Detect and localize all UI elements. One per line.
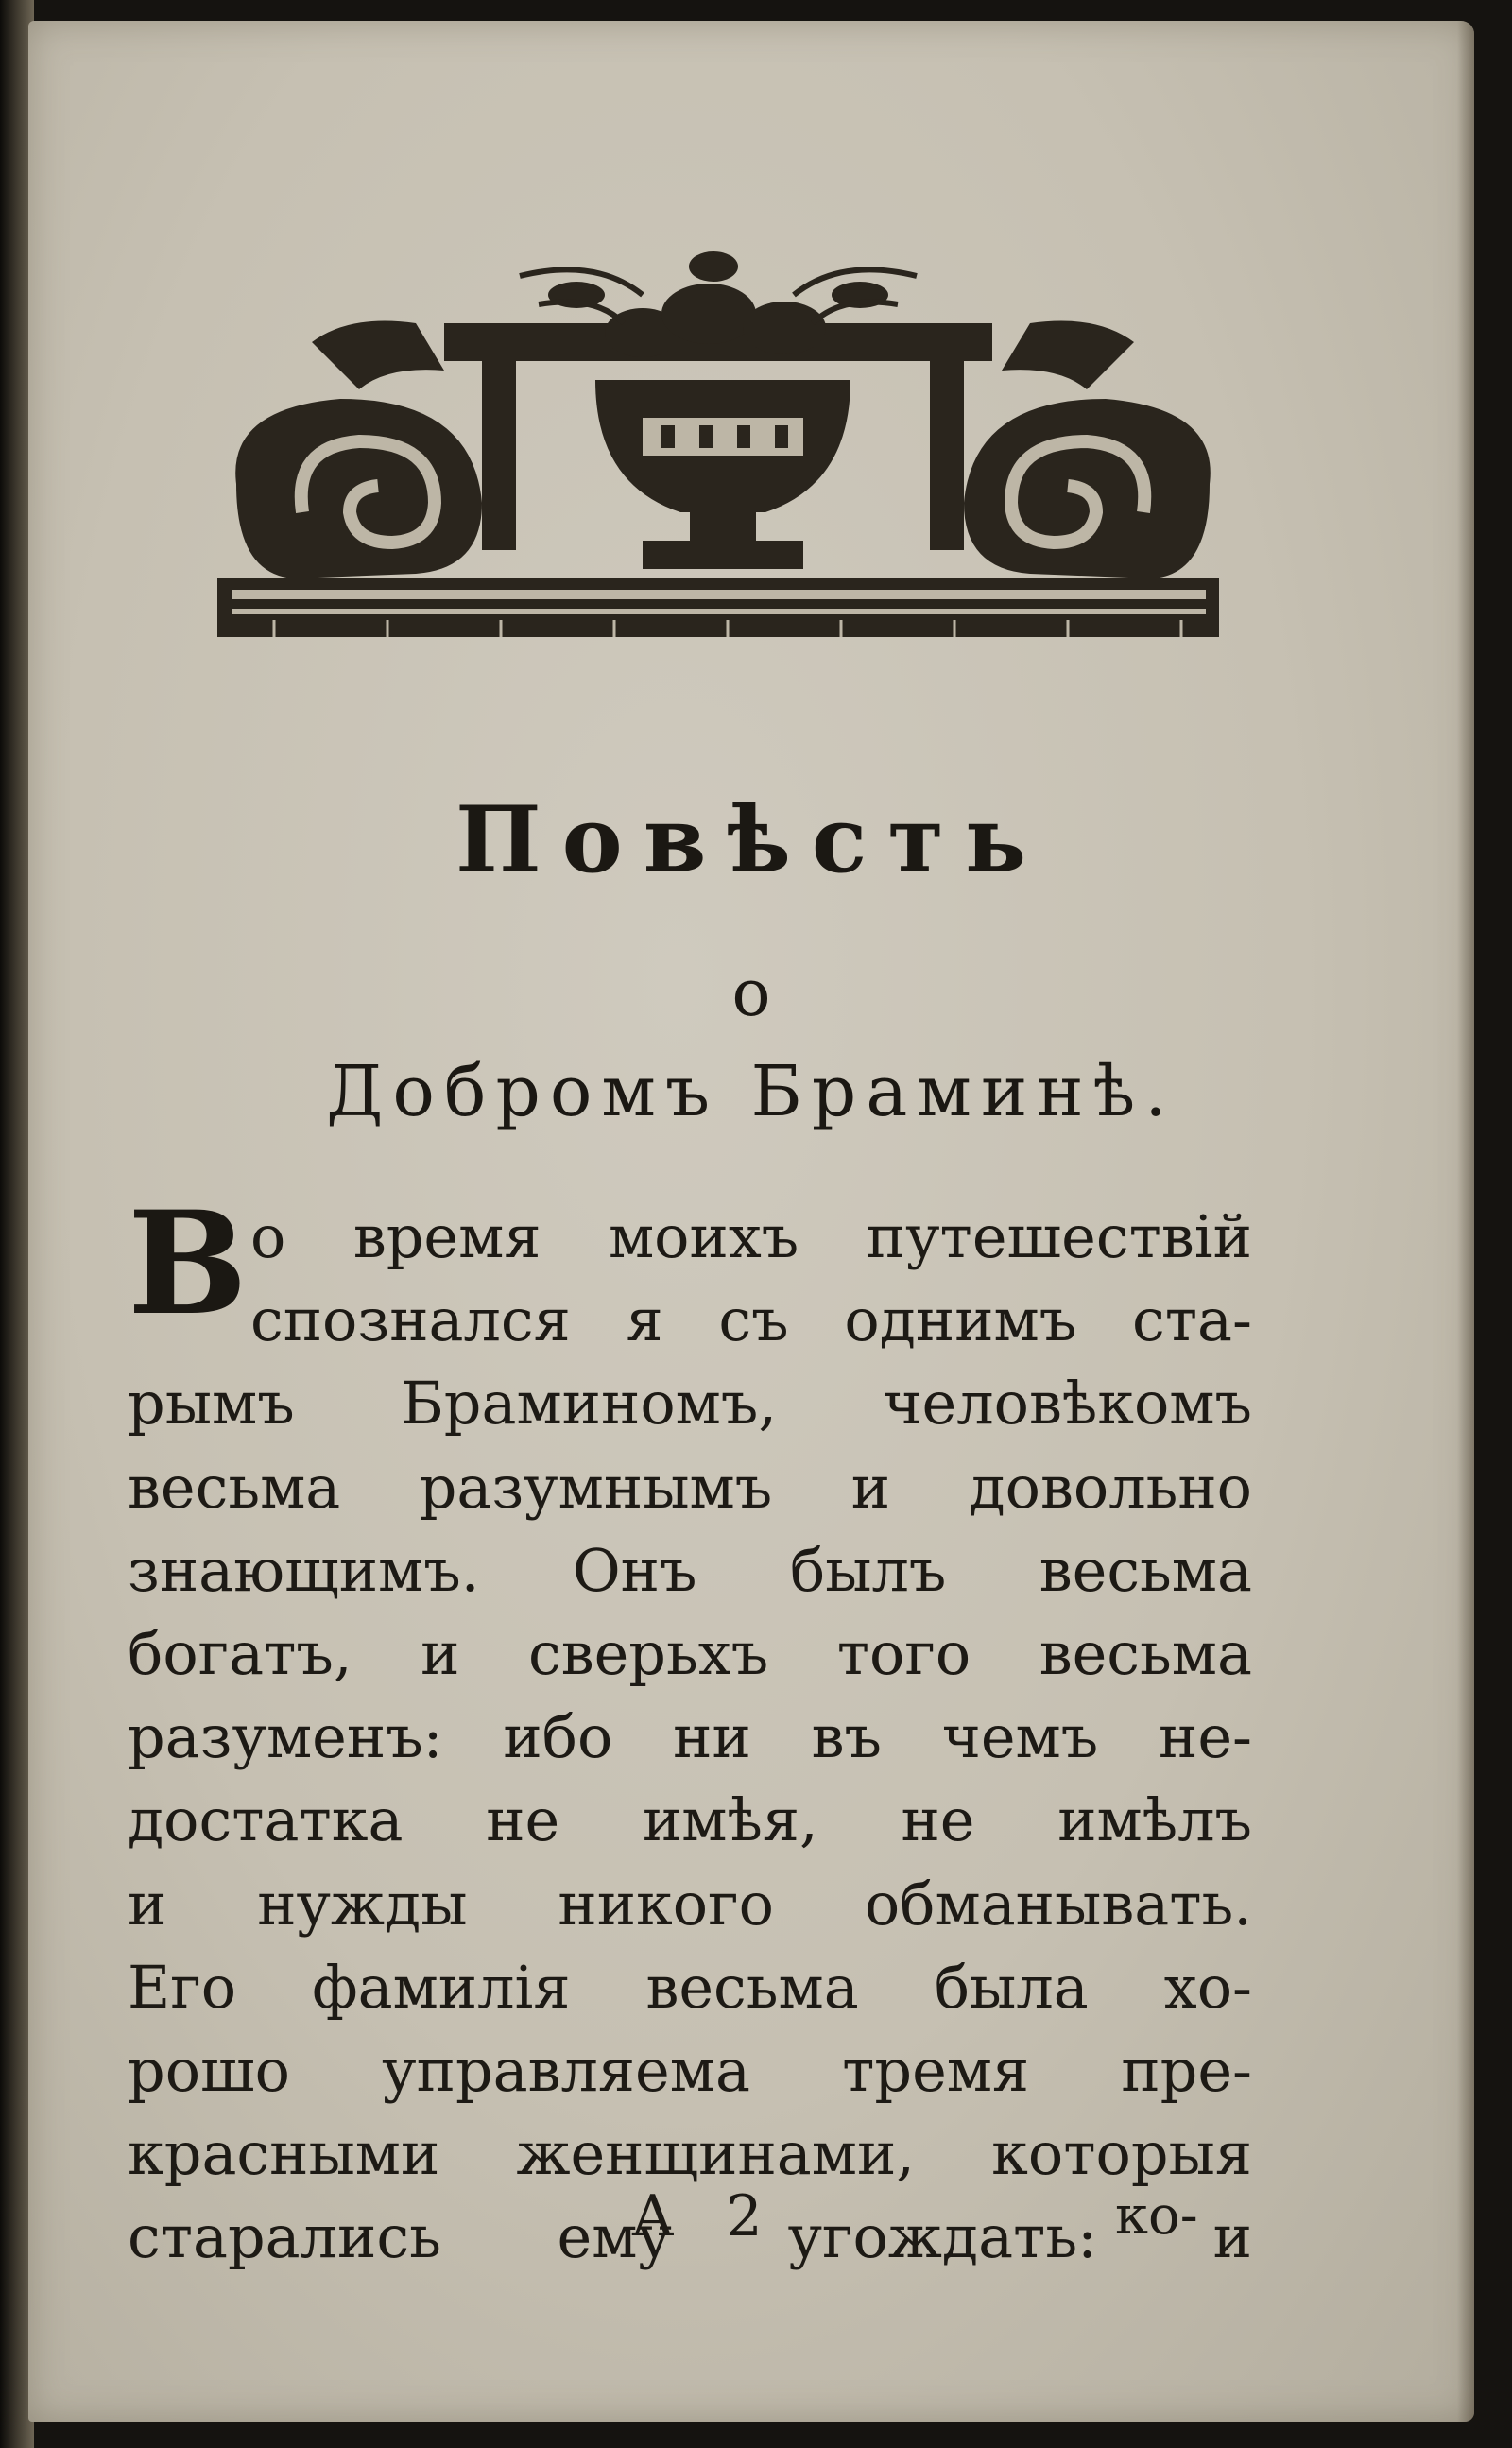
- text-line: [128, 1196, 1252, 1279]
- word: управляема: [382, 2035, 750, 2105]
- word: и: [421, 1618, 460, 1688]
- word: хо-: [1163, 1952, 1252, 2022]
- word: спознался: [250, 1285, 571, 1355]
- text-line: [128, 1612, 1252, 1696]
- word: довольно: [969, 1452, 1252, 1522]
- word: красными: [128, 2119, 440, 2189]
- word: однимъ: [844, 1285, 1077, 1355]
- word: Браминомъ,: [401, 1369, 778, 1439]
- word: Его: [128, 1952, 237, 2022]
- word: знающимъ.: [128, 1535, 480, 1605]
- word: весьма: [1039, 1618, 1252, 1688]
- body-text: [128, 1196, 1252, 2279]
- word: не-: [1159, 1702, 1252, 1772]
- word: былъ: [789, 1535, 947, 1605]
- word: фамилія: [312, 1952, 571, 2022]
- text-line: [128, 1279, 1252, 1362]
- word: и: [128, 1869, 167, 1939]
- word: женщинами,: [516, 2119, 916, 2189]
- word: весьма: [645, 1952, 859, 2022]
- catchword: ко-: [1115, 2185, 1198, 2247]
- word: и: [850, 1452, 891, 1522]
- word: въ: [811, 1702, 883, 1772]
- word: рымъ: [128, 1369, 295, 1439]
- word: угождать:: [787, 2202, 1097, 2272]
- text-line: [128, 1696, 1252, 1779]
- page-edge-shadow: [1457, 21, 1474, 2422]
- word: разуменъ:: [128, 1702, 443, 1772]
- word: я: [626, 1285, 663, 1355]
- text-line: [128, 1779, 1252, 1862]
- word: человѣкомъ: [883, 1369, 1252, 1439]
- word: съ: [718, 1285, 789, 1355]
- word: не: [901, 1785, 975, 1855]
- text-line: [128, 1446, 1252, 1529]
- word: не: [486, 1785, 560, 1855]
- word: Онъ: [572, 1535, 697, 1605]
- page-title: Повѣсть: [455, 786, 1047, 893]
- title-preposition: о: [731, 957, 771, 1031]
- word: разумнымъ: [419, 1452, 773, 1522]
- word: о: [250, 1202, 286, 1271]
- word: богатъ,: [128, 1618, 352, 1688]
- word: весьма: [128, 1452, 341, 1522]
- headpiece-ornament: [198, 200, 1247, 673]
- text-line: [128, 1529, 1252, 1612]
- word: которыя: [991, 2119, 1252, 2189]
- word: путешествій: [866, 1202, 1252, 1271]
- word: моихъ: [608, 1202, 799, 1271]
- word: обманывать.: [864, 1869, 1252, 1939]
- word: достатка: [128, 1785, 404, 1855]
- word: ста-: [1132, 1285, 1252, 1355]
- word: чемъ: [941, 1702, 1099, 1772]
- text-line: [128, 1946, 1252, 2029]
- word: нужды: [257, 1869, 468, 1939]
- word: рошо: [128, 2035, 290, 2105]
- word: пре-: [1121, 2035, 1252, 2105]
- word: ни: [673, 1702, 751, 1772]
- drop-capital: В: [128, 1181, 248, 1347]
- word: никого: [558, 1869, 774, 1939]
- text-line: [128, 1863, 1252, 1946]
- word: тремя: [842, 2035, 1030, 2105]
- signature-mark: А 2: [631, 2183, 780, 2250]
- word: старались: [128, 2202, 441, 2272]
- text-line: [128, 1362, 1252, 1445]
- word: того: [836, 1618, 971, 1688]
- word: была: [934, 1952, 1089, 2022]
- word: ему: [557, 2202, 672, 2272]
- page-subtitle: Добромъ Браминѣ.: [326, 1051, 1177, 1132]
- word: имѣлъ: [1057, 1785, 1252, 1855]
- word: время: [352, 1202, 541, 1271]
- word: сверьхъ: [527, 1618, 769, 1688]
- word: имѣя,: [642, 1785, 818, 1855]
- text-line: [128, 2029, 1252, 2112]
- word: ибо: [503, 1702, 613, 1772]
- word: весьма: [1039, 1535, 1252, 1605]
- word: и: [1212, 2202, 1252, 2272]
